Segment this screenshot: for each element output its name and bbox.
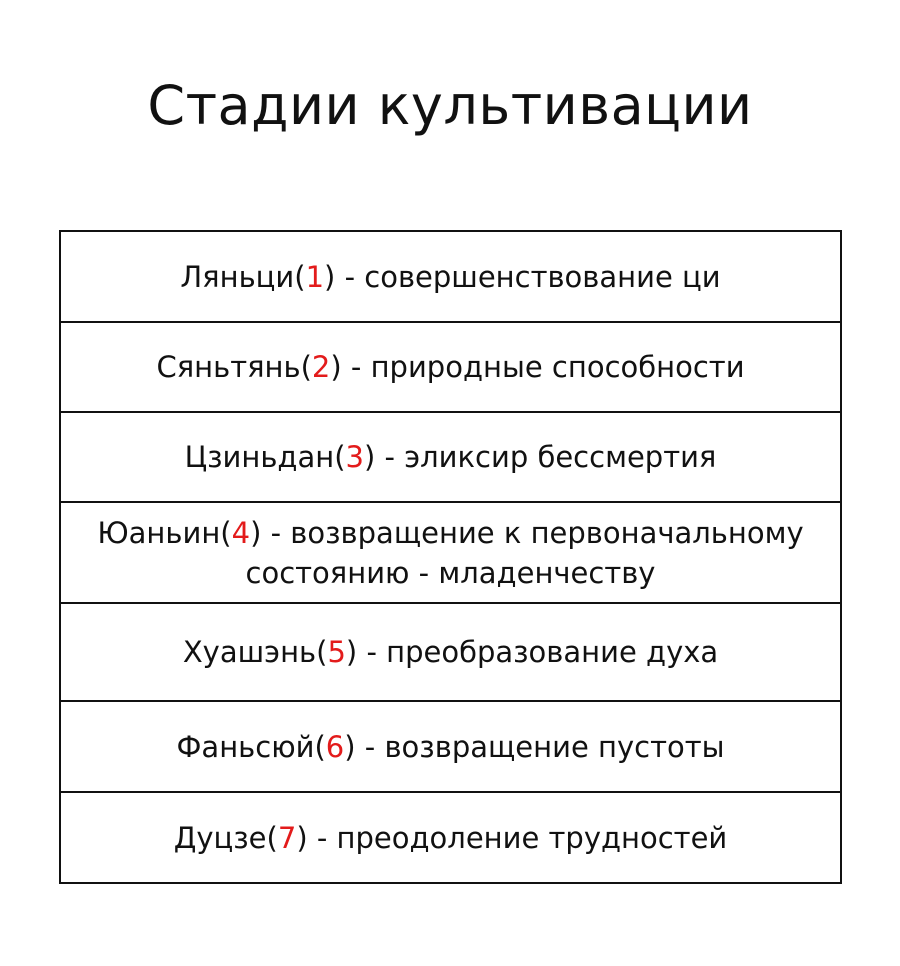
stage-meaning: преодоление трудностей bbox=[336, 820, 728, 855]
stage-number: 5 bbox=[327, 635, 346, 669]
stage-cell: Сяньтянь(2) - природные способности bbox=[60, 322, 841, 412]
stage-meaning: преобразование духа bbox=[386, 635, 719, 669]
stage-meaning: совершенствование ци bbox=[364, 259, 721, 294]
table-row bbox=[60, 412, 841, 502]
page-title: Стадии культивации bbox=[147, 74, 753, 137]
stages-table bbox=[59, 230, 842, 884]
stage-cell: Ляньци(1) - совершенствование ци bbox=[60, 231, 841, 322]
stage-meaning: эликсир бессмертия bbox=[404, 440, 717, 474]
stage-name: Юаньин bbox=[97, 515, 221, 550]
stage-cell: Цзиньдан(3) - эликсир бессмертия bbox=[60, 412, 841, 502]
stage-name: Дуцзе bbox=[173, 820, 267, 855]
table-row bbox=[60, 231, 841, 322]
stage-name: Фаньсюй bbox=[176, 729, 315, 764]
table-row bbox=[60, 603, 841, 701]
stage-cell: Юаньин(4) - возвращение к первоначальному состоянию - младенчеству bbox=[60, 502, 841, 603]
stage-cell: Фаньсюй(6) - возвращение пустоты bbox=[60, 701, 841, 792]
stage-number: 1 bbox=[305, 259, 325, 294]
stage-cell: Дуцзе(7) - преодоление трудностей bbox=[60, 792, 841, 883]
stage-name: Цзиньдан bbox=[184, 440, 335, 474]
stage-meaning: природные способности bbox=[370, 350, 745, 384]
stage-name: Сяньтянь bbox=[156, 350, 301, 384]
table-row bbox=[60, 792, 841, 883]
stage-number: 6 bbox=[325, 729, 345, 764]
table-row bbox=[60, 322, 841, 412]
table-row bbox=[60, 502, 841, 603]
stage-number: 7 bbox=[277, 820, 297, 855]
stage-name: Хуашэнь bbox=[182, 635, 317, 669]
stage-number: 4 bbox=[231, 515, 251, 550]
stage-meaning: возвращение пустоты bbox=[384, 729, 725, 764]
stage-meaning: возвращение к первоначальному состоянию - младенчеству bbox=[245, 515, 804, 590]
table-row bbox=[60, 701, 841, 792]
stage-number: 3 bbox=[345, 440, 364, 474]
stage-number: 2 bbox=[311, 350, 331, 384]
stage-name: Ляньци bbox=[180, 259, 295, 294]
stage-cell: Хуашэнь(5) - преобразование духа bbox=[60, 603, 841, 701]
